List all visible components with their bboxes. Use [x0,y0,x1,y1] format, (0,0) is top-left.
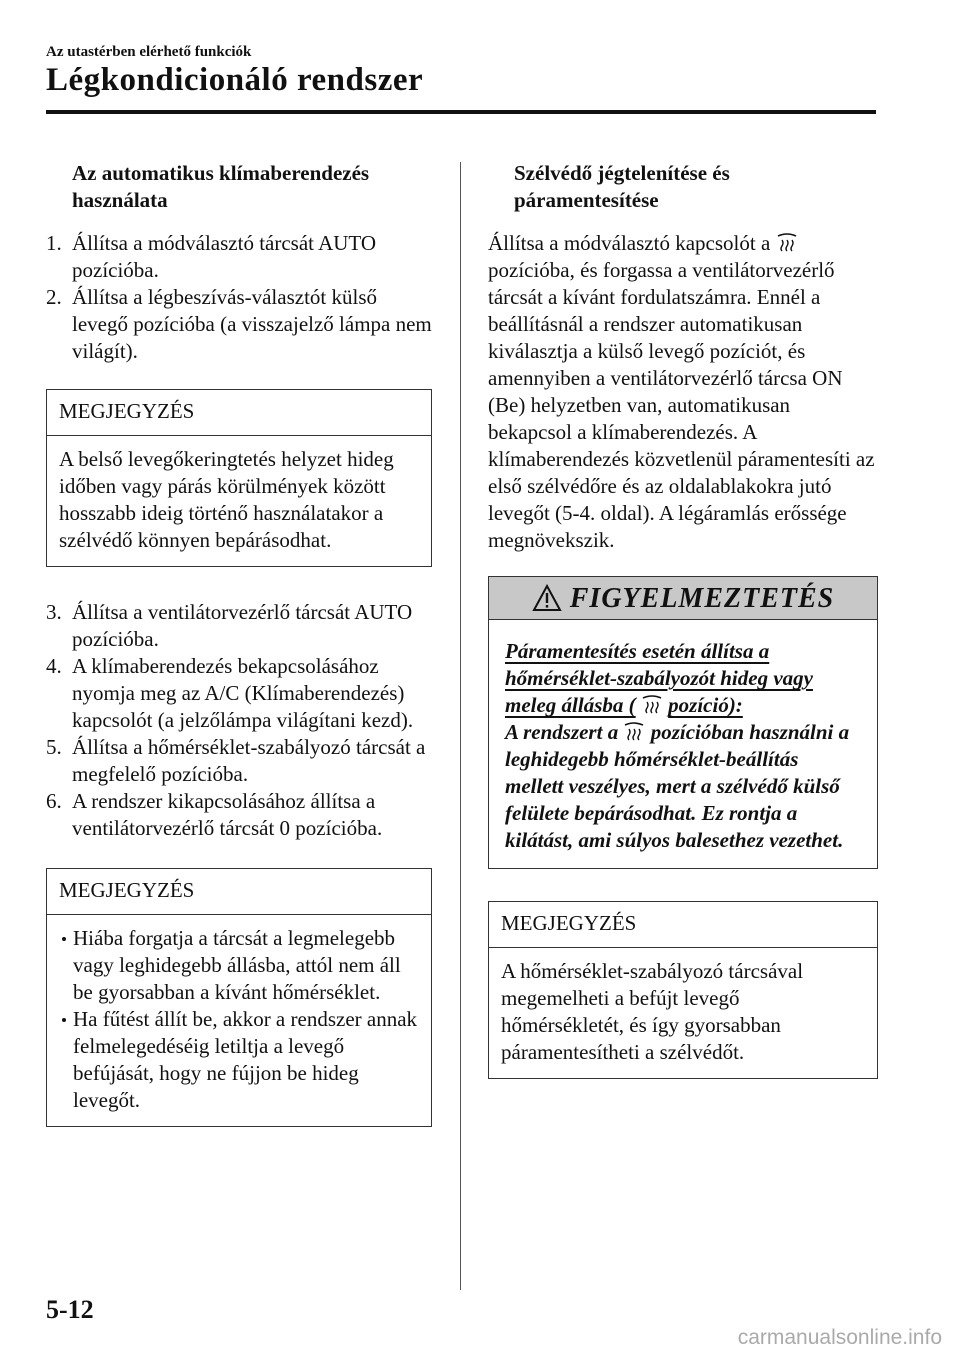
bullet-dot-icon [59,1006,73,1114]
note-title: MEGJEGYZÉS [489,902,877,948]
page-title: Légkondicionáló rendszer [46,62,424,98]
warning-body-text: A rendszert a [505,720,619,744]
note-box-2 [46,868,432,1127]
note-title: MEGJEGYZÉS [47,390,431,436]
step-item [46,230,432,284]
step-item [46,599,432,653]
bullet-text: Ha fűtést állít be, akkor a rendszer annak felmelegedéséig letiltja a levegő befújását, hogy ne fújjon be hideg levegőt. [73,1007,418,1112]
note-box-3 [488,901,878,1079]
paragraph-text: pozícióba, és forgassa a ventilátorvezérlő tárcsát a kívánt fordulatszámra. Ennél a beállításnál a rendszer automatikusan kiválasztja a külső levegő pozíciót, és amennyiben a ventilátorvezérlő tárcsa ON (Be) helyzetben van, automatikusan bekapcsol a klímaberendezés. A klímaberendezés közvetlenül páramentesíti az első szélvédőre és az oldalablakokra jutó levegőt (5-4. oldal). A légáramlás erőssége megnövekszik. [488,258,875,552]
watermark: carmanualsonline.info [737,1326,942,1349]
warning-triangle-icon [532,584,562,612]
defrost-heading: Szélvédő jégtelenítése és páramentesítése [514,161,730,212]
warning-underlined-text: pozíció): [668,693,743,717]
windshield-defroster-icon [641,694,663,714]
right-column [488,160,878,1079]
step-item [46,284,432,365]
warning-underlined-text: Páramentesítés esetén állítsa a hőmérséklet-szabályozót hideg vagy meleg állásba ( [505,639,813,717]
warning-header [489,577,877,620]
warning-title: FIGYELMEZTETÉS [569,582,835,614]
step-number: 3. [46,600,62,624]
step-text: Állítsa a légbeszívás-választót külső levegő pozícióba (a visszajelző lámpa nem világít). [72,285,432,363]
step-number: 6. [46,789,62,813]
step-item [46,653,432,734]
bullet-dot-icon [59,925,73,1006]
section-label: Az utastérben elérhető funkciók [46,44,252,60]
warning-box [488,576,878,869]
note-text: A belső levegőkeringtetés helyzet hideg időben vagy párás körülmények között hosszabb ideig történő használatakor a szélvédő könnyen bepárásodhat. [59,447,394,552]
bullet-text: Hiába forgatja a tárcsát a legmelegebb vagy leghidegebb állásba, attól nem áll be gyorsabban a kívánt hőmérséklet. [73,926,401,1004]
step-text: A rendszer kikapcsolásához állítsa a ventilátorvezérlő tárcsát 0 pozícióba. [72,789,383,840]
step-text: A klímaberendezés bekapcsolásához nyomja meg az A/C (Klímaberendezés) kapcsolót (a jelzőlámpa világítani kezd). [72,654,414,732]
note-title: MEGJEGYZÉS [47,869,431,915]
step-number: 1. [46,231,62,255]
page-number: 5-12 [46,1295,94,1324]
steps-list-1 [46,230,432,365]
note-text: A hőmérséklet-szabályozó tárcsával megemelheti a befújt levegő hőmérsékletét, és így gyorsabban páramentesítheti a szélvédőt. [501,959,804,1064]
step-text: Állítsa a módválasztó tárcsát AUTO pozícióba. [72,231,377,282]
paragraph-text: Állítsa a módválasztó kapcsolót a [488,231,771,255]
step-text: Állítsa a hőmérséklet-szabályozó tárcsát a megfelelő pozícióba. [72,735,426,786]
note-box-1 [46,389,432,567]
note-bullet [59,925,419,1006]
step-number: 4. [46,654,62,678]
warning-body-text: pozícióban használni a leghidegebb hőmérséklet-beállítás mellett veszélyes, mert a szélvédő külső felülete bepárásodhat. Ez rontja a kilátást, ami súlyos balesethez vezethet. [505,720,850,852]
note-body [47,915,431,1126]
steps-list-2 [46,599,432,842]
step-item [46,788,432,842]
step-number: 5. [46,735,62,759]
step-item [46,734,432,788]
step-number: 2. [46,285,62,309]
warning-text [489,620,877,868]
auto-climate-heading: Az automatikus klímaberendezés használata [72,161,370,212]
windshield-defroster-icon [776,232,798,252]
step-text: Állítsa a ventilátorvezérlő tárcsát AUTO pozícióba. [72,600,413,651]
note-bullet [59,1006,419,1114]
left-column [46,160,432,1127]
defrost-paragraph [488,230,878,554]
windshield-defroster-icon [623,721,645,741]
title-rule [46,110,876,114]
column-divider [460,162,461,1290]
